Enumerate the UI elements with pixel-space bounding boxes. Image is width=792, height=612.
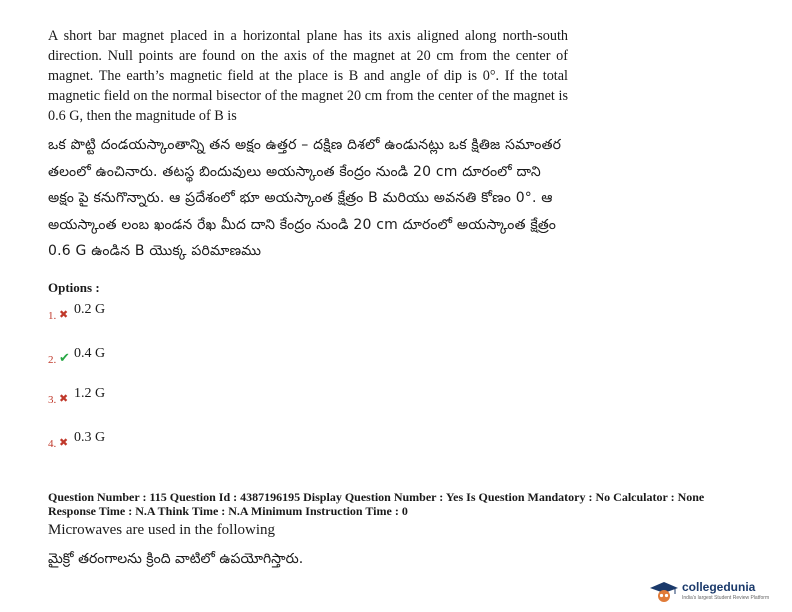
option-3[interactable] (48, 386, 248, 416)
brand-name: collegedunia (682, 580, 756, 594)
option-number: 3. (48, 394, 57, 406)
option-number: 2. (48, 354, 57, 366)
option-number: 4. (48, 438, 57, 450)
option-number: 1. (48, 310, 57, 322)
brand-tagline: India's largest Student Review Platform (682, 595, 770, 601)
next-question-english: Microwaves are used in the following (48, 522, 276, 538)
option-text: 0.4 G (74, 346, 106, 361)
option-1[interactable] (48, 302, 248, 332)
collegedunia-logo (648, 580, 788, 606)
question-meta (48, 490, 748, 518)
option-text: 1.2 G (74, 386, 106, 401)
option-text: 0.2 G (74, 302, 106, 317)
options-label: Options : (48, 280, 100, 295)
next-question-telugu: మైక్రో తరంగాలను క్రింది వాటిలో ఉపయోగిస్తారు. (48, 551, 304, 567)
option-2[interactable] (48, 346, 248, 376)
question-text-telugu: ఒక పొట్టి దండయస్కాంతాన్ని తన అక్షం ఉత్తర – దక్షిణ దిశలో ఉండునట్లు ఒక క్షితిజ సమాంతర తలంలో ఉంచినారు. తటస్థ బిందువులు అయస్కాంత కేంద్రం నుండి 20 cm దూరంలో దాని అక్షం పై కనుగొన్నారు. ఆ ప్రదేశంలో భూ అయస్కాంత క్షేత్రం B మరియు అవనతి కోణం 0°. ఆ అయస్కాంత లంబ ఖండన రేఖ మీద దాని కేంద్రం నుండి 20 cm దూరంలో అయస్కాంత క్షేత్రం 0.6 G ఉండిన B యొక్క పరిమాణము (48, 137, 562, 259)
cross-icon: ✖ (59, 309, 69, 321)
question-meta-line1: Question Number : 115 Question Id : 4387196195 Display Question Number : Yes Is Question Mandatory : No Calculator : None (48, 490, 705, 504)
option-4[interactable] (48, 430, 248, 460)
graduate-logo-icon (648, 580, 680, 604)
question-text-english: A short bar magnet placed in a horizontal plane has its axis aligned along north-south direction. Null points are found on the axis of the magnet at 20 cm from the center of magnet. The earth’s magnetic field at the place is B and angle of dip is 0°. If the total magnetic field on the normal bisector of the magnet 20 cm from the center of the magnet is 0.6 G, then the magnitude of B is (48, 28, 568, 124)
question-meta-line2: Response Time : N.A Think Time : N.A Minimum Instruction Time : 0 (48, 504, 408, 518)
checkmark-icon: ✔ (59, 350, 70, 365)
cross-icon: ✖ (59, 437, 69, 449)
cross-icon: ✖ (59, 393, 69, 405)
option-text: 0.3 G (74, 430, 106, 445)
